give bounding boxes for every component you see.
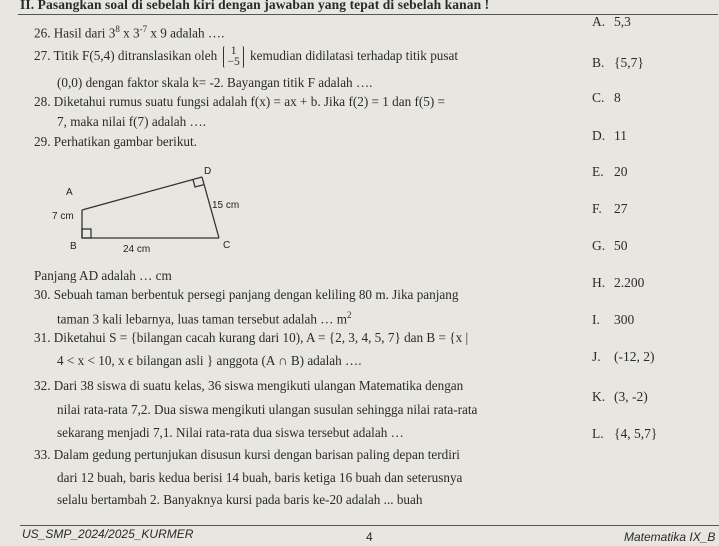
question-32-line2: nilai rata-rata 7,2. Dua siswa mengikuti ulangan susulan sehingga nilai rata-rata bbox=[57, 402, 478, 417]
question-31: 31. Diketahui S = {bilangan cacah kurang dari 10), A = {2, 3, 4, 5, 7} dan B = {x | bbox=[34, 330, 469, 345]
trapezoid-figure bbox=[52, 164, 242, 259]
option-a: A. 5,3 bbox=[592, 14, 631, 29]
question-number: 33. bbox=[34, 447, 51, 462]
option-l: L. {4, 5,7} bbox=[592, 426, 658, 441]
question-number: 27. bbox=[34, 48, 51, 64]
label-cd: 15 cm bbox=[212, 200, 240, 211]
page-number: 4 bbox=[366, 530, 373, 544]
label-b: B bbox=[70, 241, 77, 252]
option-g: G. 50 bbox=[592, 238, 628, 253]
question-28-line2: 7, maka nilai f(7) adalah …. bbox=[57, 114, 207, 129]
option-f: F. 27 bbox=[592, 201, 628, 216]
option-e: E. 20 bbox=[592, 164, 628, 179]
footer-rule bbox=[20, 525, 719, 526]
question-32: 32. Dari 38 siswa di suatu kelas, 36 siswa mengikuti ulangan Matematika dengan bbox=[34, 378, 464, 393]
question-number: 26. bbox=[34, 25, 51, 41]
label-c: C bbox=[223, 240, 231, 251]
option-i: I. 300 bbox=[592, 312, 635, 327]
question-30: 30. Sebuah taman berbentuk persegi panjang dengan keliling 80 m. Jika panjang bbox=[34, 287, 459, 302]
question-33-line2: dari 12 buah, baris kedua berisi 14 buah, baris ketiga 16 buah dan seterusnya bbox=[57, 470, 463, 485]
right-angle-d bbox=[193, 180, 204, 188]
question-number: 29. bbox=[34, 134, 51, 149]
label-a: A bbox=[66, 187, 73, 198]
option-j: J. (-12, 2) bbox=[592, 349, 655, 364]
question-30-line2: taman 3 kali lebarnya, luas taman tersebut adalah … $m^2$ bbox=[57, 310, 352, 327]
label-bc: 24 cm bbox=[123, 244, 151, 255]
question-29-line2: Panjang AD adalah … cm bbox=[34, 268, 172, 283]
footer-right: Matematika IX_B bbox=[624, 530, 716, 544]
segment-da bbox=[82, 177, 202, 210]
translation-vector: 1 −5 bbox=[223, 46, 243, 68]
question-32-line3: sekarang menjadi 7,1. Nilai rata-rata dua siswa tersebut adalah … bbox=[57, 425, 404, 440]
question-number: 28. bbox=[34, 94, 51, 109]
question-27: 27. Titik F(5,4) ditranslasikan oleh 1 −5 kemudian didilatasi terhadap titik pusat bbox=[34, 45, 459, 68]
footer-left: US_SMP_2024/2025_KURMER bbox=[22, 527, 194, 541]
label-ab: 7 cm bbox=[52, 211, 74, 222]
option-c: C. 8 bbox=[592, 90, 621, 105]
question-29: 29. Perhatikan gambar berikut. bbox=[34, 134, 197, 149]
option-b: B. {5,7} bbox=[592, 55, 644, 70]
section-heading: II. Pasangkan soal di sebelah kiri dengan jawaban yang tepat di sebelah kanan ! bbox=[20, 0, 490, 12]
question-number: 32. bbox=[34, 378, 51, 393]
right-angle-b bbox=[82, 229, 91, 238]
question-31-line2: 4 < x < 10, x ϵ bilangan asli } anggota (A ∩ B) adalah …. bbox=[57, 353, 362, 368]
question-33: 33. Dalam gedung pertunjukan disusun kursi dengan barisan paling depan terdiri bbox=[34, 447, 460, 462]
question-number: 31. bbox=[34, 330, 51, 345]
option-h: H. 2.200 bbox=[592, 275, 645, 290]
question-33-line3: selalu bertambah 2. Banyaknya kursi pada baris ke-20 adalah ... buah bbox=[57, 492, 423, 507]
option-d: D. 11 bbox=[592, 128, 627, 143]
label-d: D bbox=[204, 166, 212, 177]
option-k: K. (3, -2) bbox=[592, 389, 648, 404]
question-number: 30. bbox=[34, 287, 51, 302]
question-27-line2: (0,0) dengan faktor skala k= -2. Bayangan titik F adalah …. bbox=[57, 75, 373, 90]
question-26: 26. Hasil dari $3^8$ x $3^{-7}$ x 9 adalah …. bbox=[34, 24, 225, 41]
question-28: 28. Diketahui rumus suatu fungsi adalah f(x) = ax + b. Jika f(2) = 1 dan f(5) = bbox=[34, 94, 445, 109]
